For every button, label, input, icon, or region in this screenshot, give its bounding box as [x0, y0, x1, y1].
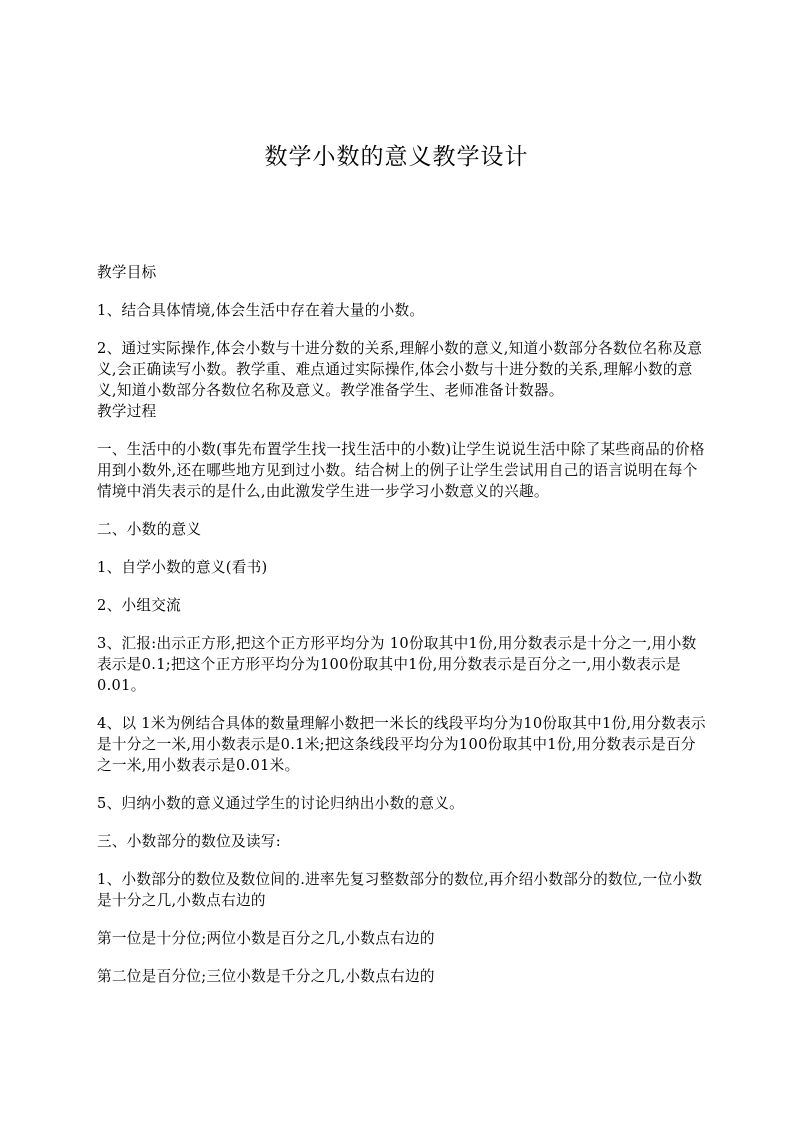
paragraph-meter-example: 4、以 1米为例结合具体的数量理解小数把一米长的线段平均分为10份取其中1份,用分数表示是十分之一米,用小数表示是0.1米;把这条线段平均分为100份取其中1份,用分数表示是百分之一米,用小数表示是0.01米。 [97, 715, 706, 774]
paragraph-tenths: 第一位是十分位;两位小数是百分之几,小数点右边的 [97, 930, 435, 947]
paragraph-section-3-heading: 三、小数部分的数位及读写: [97, 833, 281, 850]
paragraph-self-study: 1、自学小数的意义(看书) [97, 559, 268, 576]
document-body [97, 262, 707, 1004]
paragraph-summary: 5、归纳小数的意义通过学生的讨论归纳出小数的意义。 [97, 795, 465, 812]
paragraph-goal-2: 2、通过实际操作,体会小数与十进分数的关系,理解小数的意义,知道小数部分各数位名称及意义,会正确读写小数。教学重、难点通过实际操作,体会小数与十进分数的关系,理解小数的意义,知道小数部分各数位名称及意义。教学准备学生、老师准备计数器。 [97, 340, 703, 399]
paragraph-teaching-process-heading: 教学过程 [97, 403, 157, 420]
paragraph-place-values: 1、小数部分的数位及数位间的.进率先复习整数部分的数位,再介绍小数部分的数位,一位小数是十分之几,小数点右边的 [97, 871, 703, 909]
paragraph-report: 3、汇报:出示正方形,把这个正方形平均分为 10份取其中1份,用分数表示是十分之一,用小数表示是0.1;把这个正方形平均分为100份取其中1份,用分数表示是百分之一,用小数表示是0.01。 [97, 635, 697, 694]
paragraph-teaching-goals-heading: 教学目标 [97, 264, 157, 281]
paragraph-section-2-heading: 二、小数的意义 [97, 521, 202, 538]
page-title: 数学小数的意义教学设计 [264, 144, 529, 170]
paragraph-hundredths: 第二位是百分位;三位小数是千分之几,小数点右边的 [97, 968, 435, 985]
paragraph-section-1: 一、生活中的小数(事先布置学生找一找生活中的小数)让学生说说生活中除了某些商品的价格用到小数外,还在哪些地方见到过小数。结合树上的例子让学生尝试用自己的语言说明在每个情境中消失表示的是什么,由此激发学生进一步学习小数意义的兴趣。 [97, 441, 705, 500]
paragraph-goal-1: 1、结合具体情境,体会生活中存在着大量的小数。 [97, 302, 425, 319]
paragraph-group-discussion: 2、小组交流 [97, 597, 182, 614]
